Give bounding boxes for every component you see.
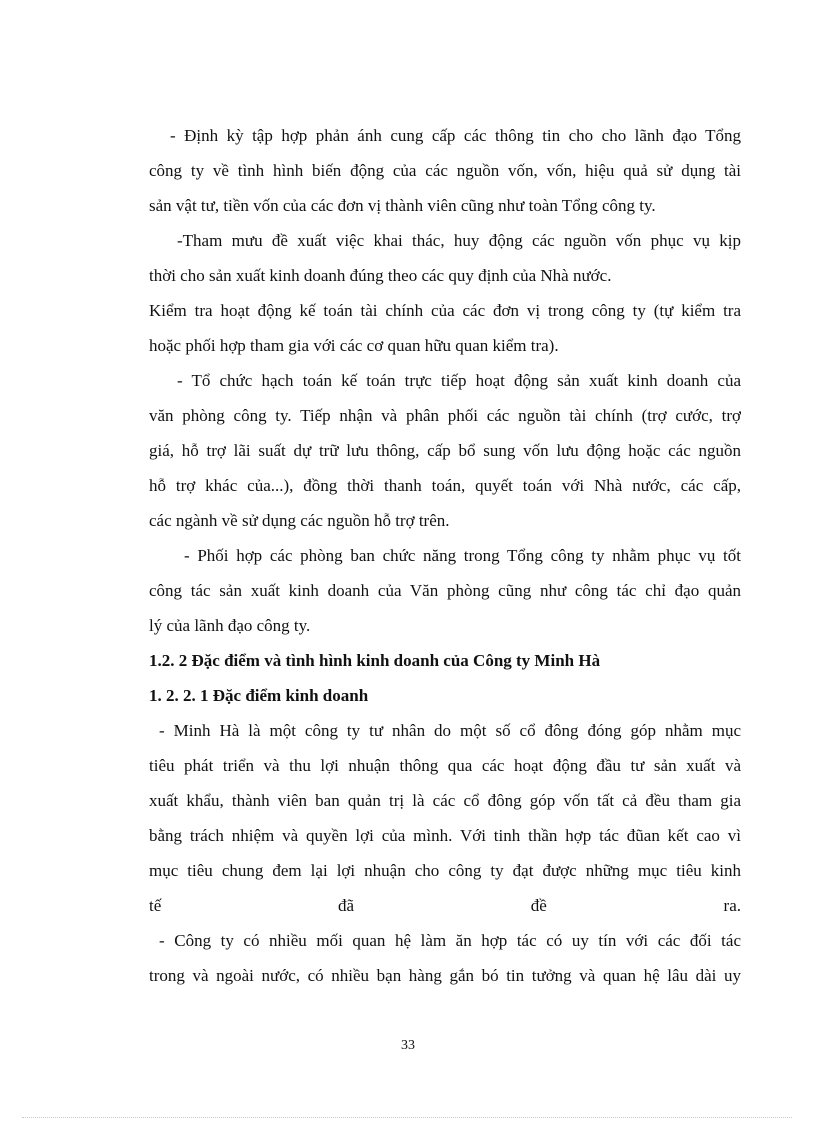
paragraph-line: mục tiêu chung đem lại lợi nhuận cho công ty đạt được những mục tiêu kinh (149, 861, 741, 880)
paragraph-line: xuất khẩu, thành viên ban quản trị là các cổ đông góp vốn tất cả đều tham gia (149, 791, 741, 810)
paragraph-line: - Minh Hà là một công ty tư nhân do một số cổ đông đóng góp nhằm mục (159, 721, 741, 740)
paragraph-line: thời cho sản xuất kinh doanh đúng theo các quy định của Nhà nước. (149, 266, 612, 285)
paragraph-line: tiêu phát triển và thu lợi nhuận thông qua các hoạt động đầu tư sản xuất và (149, 756, 741, 775)
paragraph-line: công tác sản xuất kinh doanh của Văn phòng cũng như công tác chỉ đạo quản (149, 581, 741, 600)
paragraph-line: Kiểm tra hoạt động kế toán tài chính của các đơn vị trong công ty (tự kiểm tra (149, 301, 741, 320)
paragraph-line: các ngành về sử dụng các nguồn hỗ trợ trên. (149, 511, 450, 530)
paragraph-line: giá, hỗ trợ lãi suất dự trữ lưu thông, cấp bổ sung vốn lưu động hoặc các nguồn (149, 441, 741, 460)
paragraph-line: - Công ty có nhiều mối quan hệ làm ăn hợp tác có uy tín với các đối tác (159, 931, 741, 950)
paragraph-line: sản vật tư, tiền vốn của các đơn vị thành viên cũng như toàn Tổng công ty. (149, 196, 656, 215)
paragraph-line: hoặc phối hợp tham gia với các cơ quan hữu quan kiểm tra). (149, 336, 559, 355)
paragraph-line: trong và ngoài nước, có nhiều bạn hàng gắn bó tin tưởng và quan hệ lâu dài uy (149, 966, 741, 985)
paragraph-line: -Tham mưu đề xuất việc khai thác, huy động các nguồn vốn phục vụ kịp (177, 231, 741, 250)
paragraph-line: văn phòng công ty. Tiếp nhận và phân phối các nguồn tài chính (trợ cước, trợ (149, 406, 741, 425)
page-number: 33 (401, 1038, 415, 1053)
paragraph-line: - Tổ chức hạch toán kế toán trực tiếp hoạt động sản xuất kinh doanh của (177, 371, 741, 390)
paragraph-line: tế đã đề ra. (149, 896, 741, 915)
paragraph-line: - Phối hợp các phòng ban chức năng trong Tổng công ty nhằm phục vụ tốt (184, 546, 741, 565)
paragraph-line: lý của lãnh đạo công ty. (149, 616, 311, 635)
paragraph-line: - Định kỳ tập hợp phản ánh cung cấp các thông tin cho cho lãnh đạo Tổng (170, 126, 741, 145)
paragraph-line: hỗ trợ khác của...), đồng thời thanh toán, quyết toán với Nhà nước, các cấp, (149, 476, 741, 495)
paragraph-line: công ty về tình hình biến động của các nguồn vốn, vốn, hiệu quả sử dụng tài (149, 161, 741, 180)
subsection-heading: 1. 2. 2. 1 Đặc điểm kinh doanh (149, 686, 369, 705)
page-bottom-divider (22, 1117, 792, 1118)
page-body (149, 118, 741, 993)
section-heading: 1.2. 2 Đặc điểm và tình hình kinh doanh của Công ty Minh Hà (149, 651, 601, 670)
paragraph-line: bằng trách nhiệm và quyền lợi của mình. Với tinh thần hợp tác đũan kết cao vì (149, 826, 741, 845)
